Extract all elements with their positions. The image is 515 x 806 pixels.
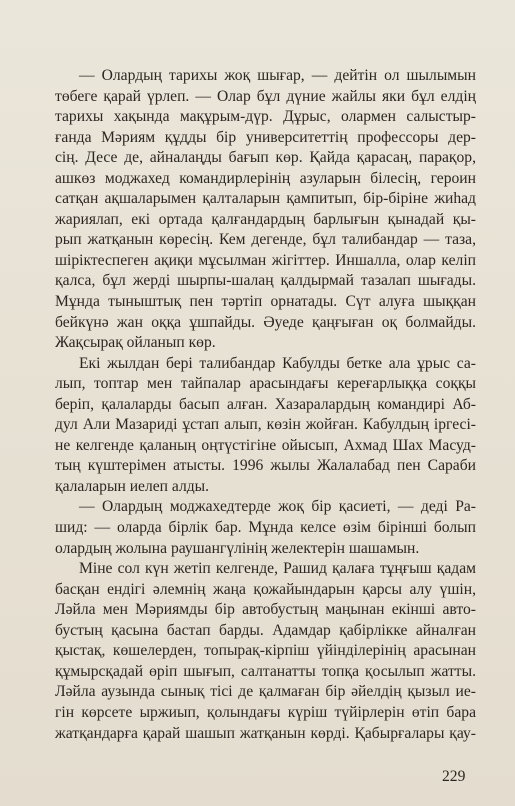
text-line: Ләйла мен Мәриямды бір автобустың маңынан екінші авто- [55,601,476,619]
page-number: 229 [442,768,466,785]
text-line: ғанда Мәриям құдды бір университеттің профессоры дер- [55,128,476,146]
text-line: — Олардың моджахедтерде жоқ бір қасиеті, — деді Ра- [79,498,476,516]
text-line: Міне сол күн жетіп келгенде, Рашид қалаға тұңғыш қадам [79,560,476,578]
text-line: Екі жылдан бері талибандар Кабулды бетке ала ұрыс са- [79,354,476,372]
text-line: не келгенде қаланың оңтүстігіне ойысып, Ахмад Шах Масуд- [55,436,476,454]
text-line: — Олардың тарихы жоқ шығар, — дейтін ол шылымын [79,67,476,84]
text-line: тарихы хақында мақұрым-дүр. Дұрыс, олармен салыстыр- [55,108,476,126]
text-line: гін көрсете ыржиып, қолындағы күріш түйірлерін өтіп бара [55,703,476,721]
text-line: дул Али Мазариді ұстап алып, көзін жойған. Кабулдың іргесі- [55,416,476,434]
text-line: ашкөз моджахед командирлерінің азуларын білесің, героин [55,169,476,187]
text-line: шид: — оларда бірлік бар. Мұнда келсе өзім біріншi болып [55,519,476,537]
text-line: лып, топтар мен тайпалар арасындағы кереғарлыққа соққы [55,375,476,393]
text-line: Жақсырақ ойланып көр. [55,334,216,352]
text-line: төбеге қарай үрлеп. — Олар бұл дүние жайлы яки бұл елдің [55,87,476,105]
text-line: басқан ендігі әлемнің жаңа қожайындарын қарсы алу үшін, [55,580,476,598]
text-line: шіріктеспеген ақиқи мұсылман жігіттер. Иншалла, олар келіп [55,251,476,269]
text-line: беріп, қалаларды басып алған. Хазаралардың командирі Аб- [55,395,476,413]
text-line: рып жатқанын көресің. Кем дегенде, бұл талибандар — таза, [55,231,476,249]
text-line: қыстақ, көшелерден, топырақ-кірпіш үйінділерінің арасынан [55,642,476,660]
text-line: бустың қасына бастап барды. Адамдар қабірлікке айналған [55,621,476,639]
text-line: сатқан ақшаларымен қалталарын қампитып, бір-біріне жиһад [55,190,476,208]
text-line: Ләйла аузында сынық тісі де қалмаған бір әйелдің қызыл ие- [55,683,476,701]
text-line: Мұнда тыныштық пен тәртіп орнатады. Сүт алуға шыққан [55,293,476,311]
text-line: сің. Десе де, айналаңды бағып көр. Қайда қарасаң, парақор, [55,149,476,167]
text-line: олардың жолына раушангүлінің желектерін шашамын. [55,539,420,557]
text-line: тың күштерімен атысты. 1996 жылы Жалалабад пен Сараби [55,457,476,475]
text-line: жариялап, екі ортада қалғандардың барлығын қынадай қы- [55,210,476,228]
body-text [55,66,476,744]
text-line: жатқандарға қарай шашып жатқанын көрді. Қабырғалары қау- [55,724,476,742]
text-line: құмырсқадай өріп шығып, салтанатты топқа қосылып жатты. [55,662,476,680]
text-line: бейкүнә жан оққа ұшпайды. Әуеде қаңғыған оқ болмайды. [55,313,476,331]
text-line: қалаларын иелеп алды. [55,477,210,495]
text-line: қалса, бұл жерді шырпы-шалаң қалдырмай тазалап шығады. [55,272,476,290]
